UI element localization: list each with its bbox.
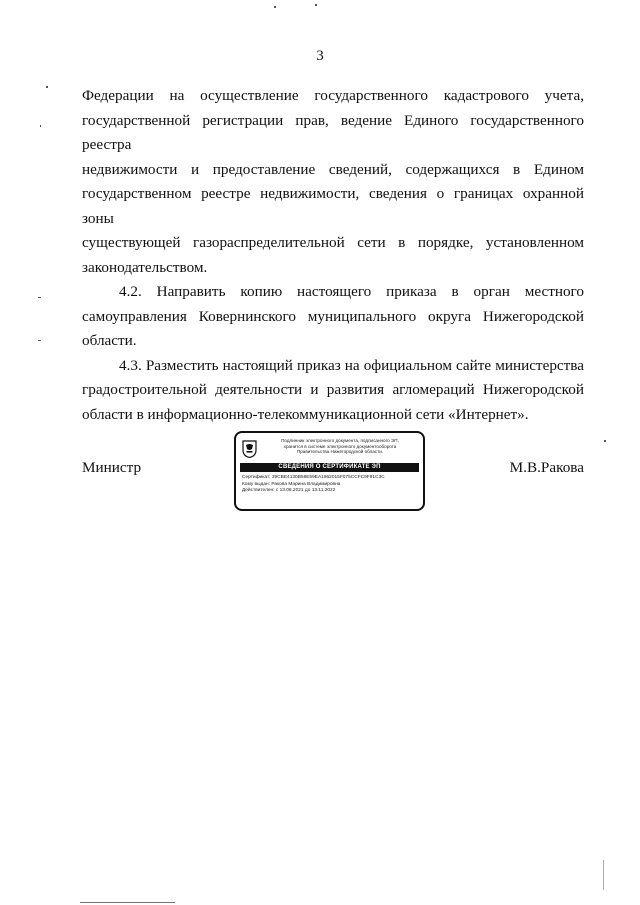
text-line: Федерации на осуществление государственного кадастрового учета, bbox=[82, 87, 584, 104]
bottom-edge-line bbox=[80, 902, 175, 903]
certificate-owner: Кому выдан: Ракова Марина Владимировна bbox=[242, 481, 341, 487]
margin-line bbox=[603, 860, 604, 890]
signer-name: М.В.Ракова bbox=[509, 459, 584, 476]
certificate-validity: Действителен: с 13.08.2021 до 13.11.2022 bbox=[242, 488, 336, 494]
scan-speck bbox=[40, 125, 41, 127]
text-line: области. bbox=[82, 332, 137, 349]
text-line: области в информационно-телекоммуникационной сети «Интернет». bbox=[82, 405, 529, 423]
paragraph-4-3 bbox=[82, 354, 584, 428]
scan-speck bbox=[38, 340, 41, 341]
certificate-number: Сертификат: 39CBE4130B58E59EA1862015F075CCFC9F91C3C bbox=[242, 475, 385, 480]
text-line: самоуправления Ковернинского муниципального округа Нижегородской bbox=[82, 307, 584, 325]
text-line: недвижимости и предоставление сведений, содержащихся в Едином bbox=[82, 160, 584, 178]
scan-speck bbox=[46, 86, 48, 88]
electronic-signature-stamp bbox=[234, 431, 425, 511]
certificate-header: СВЕДЕНИЯ О СЕРТИФИКАТЕ ЭП bbox=[240, 463, 419, 472]
text-line: градостроительной деятельности и развития агломераций Нижегородской bbox=[82, 381, 584, 398]
certificate-details bbox=[242, 475, 420, 495]
text-line: существующей газораспределительной сети в порядке, установленном bbox=[82, 234, 584, 251]
scan-speck bbox=[38, 297, 41, 298]
text-line: 4.3. Разместить настоящий приказ на официальном сайте министерства bbox=[119, 356, 584, 374]
document-body bbox=[82, 84, 584, 427]
stamp-notice-line: хранится в системе электронного документооборота bbox=[283, 443, 397, 449]
page-number: 3 bbox=[316, 48, 324, 64]
text-line: государственном реестре недвижимости, сведения о границах охранной зоны bbox=[82, 185, 584, 227]
scan-speck bbox=[315, 4, 317, 6]
stamp-notice-line: Правительства Нижегородской области. bbox=[296, 449, 384, 455]
coat-of-arms-icon bbox=[242, 440, 257, 458]
text-line: 4.2. Направить копию настоящего приказа в орган местного bbox=[119, 283, 584, 300]
scan-speck bbox=[604, 440, 606, 442]
text-line: законодательством. bbox=[82, 258, 208, 276]
stamp-notice-line: Подлинник электронного документа, подписанного ЭП, bbox=[281, 438, 399, 443]
text-line: государственной регистрации прав, ведение Единого государственного реестра bbox=[82, 111, 584, 153]
position-title: Министр bbox=[82, 459, 142, 476]
paragraph-4-1-continuation bbox=[82, 84, 584, 280]
scan-speck bbox=[274, 6, 276, 8]
paragraph-4-2 bbox=[82, 280, 584, 354]
stamp-notice bbox=[260, 438, 420, 455]
